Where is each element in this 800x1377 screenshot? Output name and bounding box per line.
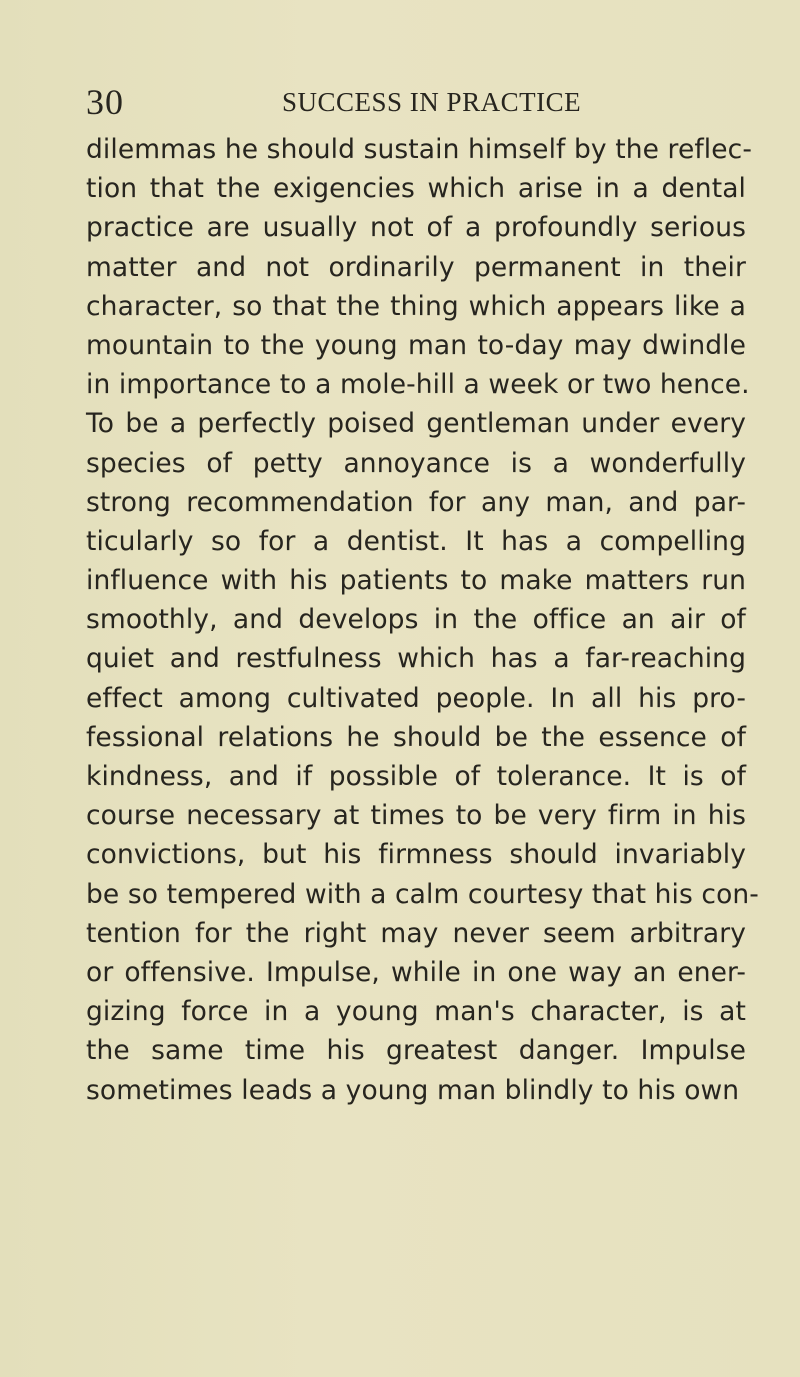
page-header	[86, 80, 746, 124]
text-line: species of petty annoyance is a wonderfully	[86, 447, 746, 479]
text-line: or offensive. Impulse, while in one way an ener-	[86, 956, 746, 988]
text-line: character, so that the thing which appears like a	[86, 290, 746, 322]
text-line: sometimes leads a young man blindly to his own	[86, 1074, 740, 1106]
text-line: tention for the right may never seem arbitrary	[86, 917, 746, 949]
text-line: the same time his greatest danger. Impulse	[86, 1035, 746, 1067]
text-line: kindness, and if possible of tolerance. It is of	[86, 761, 746, 792]
body-text	[86, 130, 759, 1110]
running-head: SUCCESS IN PRACTICE	[282, 87, 582, 117]
text-line: dilemmas he should sustain himself by the reflec-	[86, 134, 752, 165]
text-line: effect among cultivated people. In all his pro-	[86, 682, 746, 714]
text-line: practice are usually not of a profoundly serious	[86, 212, 746, 244]
text-line: fessional relations he should be the essence of	[86, 721, 746, 753]
text-line: course necessary at times to be very firm in his	[86, 800, 746, 832]
text-line: tion that the exigencies which arise in a dental	[86, 173, 746, 205]
text-line: gizing force in a young man's character, is at	[86, 996, 746, 1028]
text-line: in importance to a mole-hill a week or two hence.	[86, 369, 750, 401]
page-number: 30	[86, 82, 124, 122]
text-line: matter and not ordinarily permanent in their	[86, 251, 746, 283]
text-line: influence with his patients to make matters run	[86, 565, 746, 597]
text-line: mountain to the young man to-day may dwindle	[86, 329, 746, 361]
text-line: smoothly, and develops in the office an air of	[86, 604, 746, 636]
text-line: be so tempered with a calm courtesy that his con-	[86, 878, 759, 910]
text-line: quiet and restfulness which has a far-reaching	[86, 643, 746, 675]
text-line: ticularly so for a dentist. It has a compelling	[86, 525, 746, 557]
text-line: strong recommendation for any man, and par-	[86, 486, 746, 518]
text-line: To be a perfectly poised gentleman under every	[86, 408, 746, 440]
text-line: convictions, but his firmness should invariably	[86, 839, 746, 871]
